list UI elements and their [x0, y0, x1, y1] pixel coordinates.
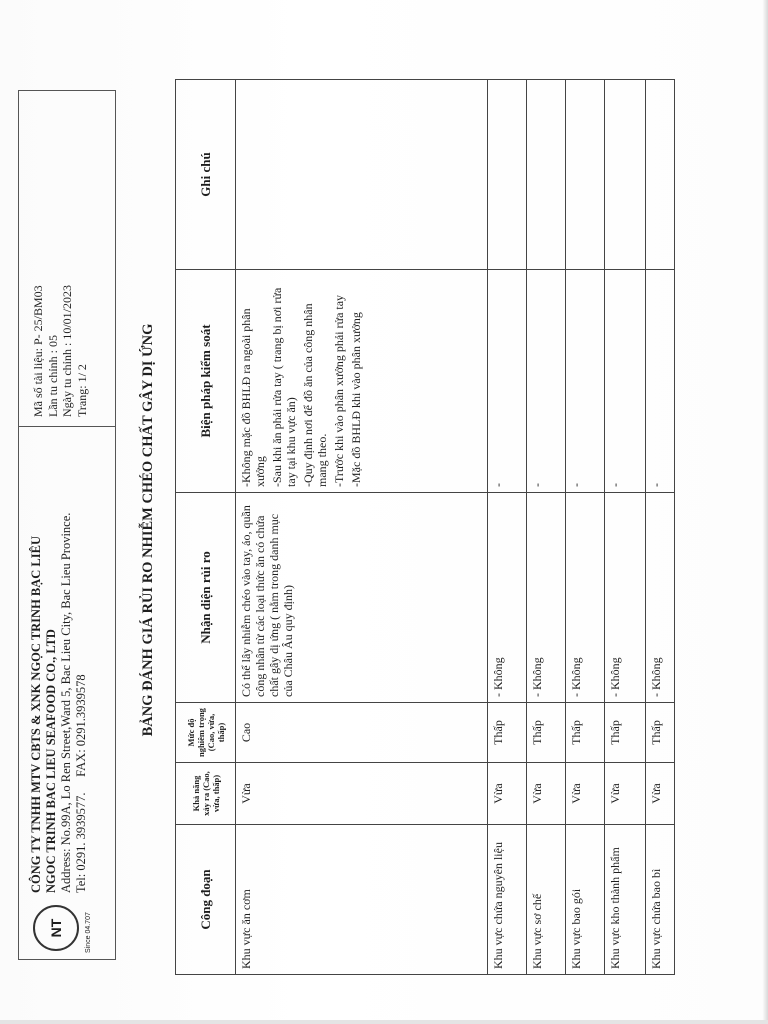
cell-severity: Thấp	[526, 703, 565, 763]
cell-stage: Khu vực sơ chế	[526, 825, 565, 975]
document-code: Mã số tài liệu: P- 25/BM03	[31, 285, 45, 417]
cell-likelihood: Vừa	[605, 763, 646, 825]
cell-likelihood: Vừa	[646, 763, 675, 825]
document-header	[18, 90, 116, 960]
table-row	[566, 80, 605, 975]
cell-likelihood: Vừa	[566, 763, 605, 825]
cell-severity: Thấp	[487, 703, 526, 763]
cell-severity: Cao	[236, 703, 488, 763]
header-note: Ghi chú	[176, 80, 236, 270]
cell-controls: -	[566, 270, 605, 493]
table-row	[236, 80, 488, 975]
control-measure: -Không mặc đồ BHLĐ ra ngoài phân xưởng	[239, 308, 267, 487]
cell-likelihood: Vừa	[526, 763, 565, 825]
control-measure: -Trước khi vào phân xưởng phải rửa tay	[332, 294, 346, 487]
cell-note	[646, 80, 675, 270]
cell-risk: - Không	[526, 493, 565, 703]
logo-caption: Since 04.707	[85, 912, 92, 953]
risk-assessment-table	[175, 79, 675, 975]
cell-likelihood: Vừa	[487, 763, 526, 825]
cell-severity: Thấp	[605, 703, 646, 763]
table-row	[646, 80, 675, 975]
cell-note	[605, 80, 646, 270]
header-likelihood: Khả năng xảy ra (Cao, vừa, thấp)	[176, 763, 236, 825]
cell-note	[487, 80, 526, 270]
company-info	[29, 433, 89, 893]
table-row	[605, 80, 646, 975]
document-control-info	[31, 97, 89, 417]
cell-controls: -	[526, 270, 565, 493]
control-measure: -Quy định nơi để đồ ăn của công nhân mang theo.	[301, 303, 329, 487]
revision-number: Lần tu chỉnh : 05	[45, 335, 60, 417]
cell-controls	[236, 270, 488, 493]
cell-likelihood: Vừa	[236, 763, 488, 825]
cell-note	[566, 80, 605, 270]
company-contact: Tel: 0291. 3939577. FAX: 0291.3939578	[74, 674, 88, 893]
cell-risk: - Không	[605, 493, 646, 703]
company-name-en: NGOC TRINH BAC LIEU SEAFOOD CO., LTD	[44, 629, 58, 893]
scan-edge-bottom	[0, 1020, 768, 1024]
cell-controls: -	[646, 270, 675, 493]
control-measure: -Mặc đồ BHLĐ khi vào phân xưởng	[349, 312, 363, 487]
table-row	[487, 80, 526, 975]
header-control-measures: Biện pháp kiểm soát	[176, 270, 236, 493]
cell-controls: -	[487, 270, 526, 493]
header-stage: Công đoạn	[176, 825, 236, 975]
control-measure: -Sau khi ăn phải rửa tay ( trang bị nơi rửa tay tại khu vực ăn)	[270, 287, 298, 487]
table-header-row	[176, 80, 236, 975]
cell-stage: Khu vực kho thành phẩm	[605, 825, 646, 975]
cell-note	[236, 80, 488, 270]
company-logo	[33, 905, 79, 951]
logo-text: NT	[48, 918, 64, 938]
cell-stage: Khu vực ăn cơm	[236, 825, 488, 975]
cell-risk: - Không	[566, 493, 605, 703]
table-row	[526, 80, 565, 975]
cell-controls: -	[605, 270, 646, 493]
cell-risk: - Không	[487, 493, 526, 703]
cell-stage: Khu vực chứa bao bì	[646, 825, 675, 975]
cell-severity: Thấp	[566, 703, 605, 763]
page-number: Trang: 1/ 2	[74, 364, 89, 417]
rotated-document	[0, 60, 760, 1000]
company-name-vi: CÔNG TY TNHH MTV CBTS & XNK NGỌC TRINH BẠC LIÊU	[29, 535, 43, 893]
cell-stage: Khu vực bao gói	[566, 825, 605, 975]
scan-edge	[762, 0, 768, 1024]
header-divider	[19, 426, 115, 427]
cell-risk: - Không	[646, 493, 675, 703]
revision-date: Ngày tu chỉnh : 10/01/2023	[60, 285, 74, 417]
cell-note	[526, 80, 565, 270]
company-address: Address: No.99A, Lo Ren Street,Ward 5, Bac Lieu City, Bac Lieu Province.	[59, 512, 73, 893]
cell-stage: Khu vực chứa nguyên liệu	[487, 825, 526, 975]
document-title: BẢNG ĐÁNH GIÁ RỦI RO NHIỄM CHÉO CHẤT GÂY DỊ ỨNG	[140, 323, 156, 737]
cell-severity: Thấp	[646, 703, 675, 763]
header-severity: Mức độ nghiêm trọng (Cao, vừa, thấp)	[176, 703, 236, 763]
header-risk-identification: Nhận diện rủi ro	[176, 493, 236, 703]
cell-risk: Có thể lây nhiễm chéo vào tay, áo, quần công nhân từ các loại thức ăn có chứa chất gây dị ứng ( nằm trong danh mục của Châu Âu quy định)	[236, 493, 488, 703]
